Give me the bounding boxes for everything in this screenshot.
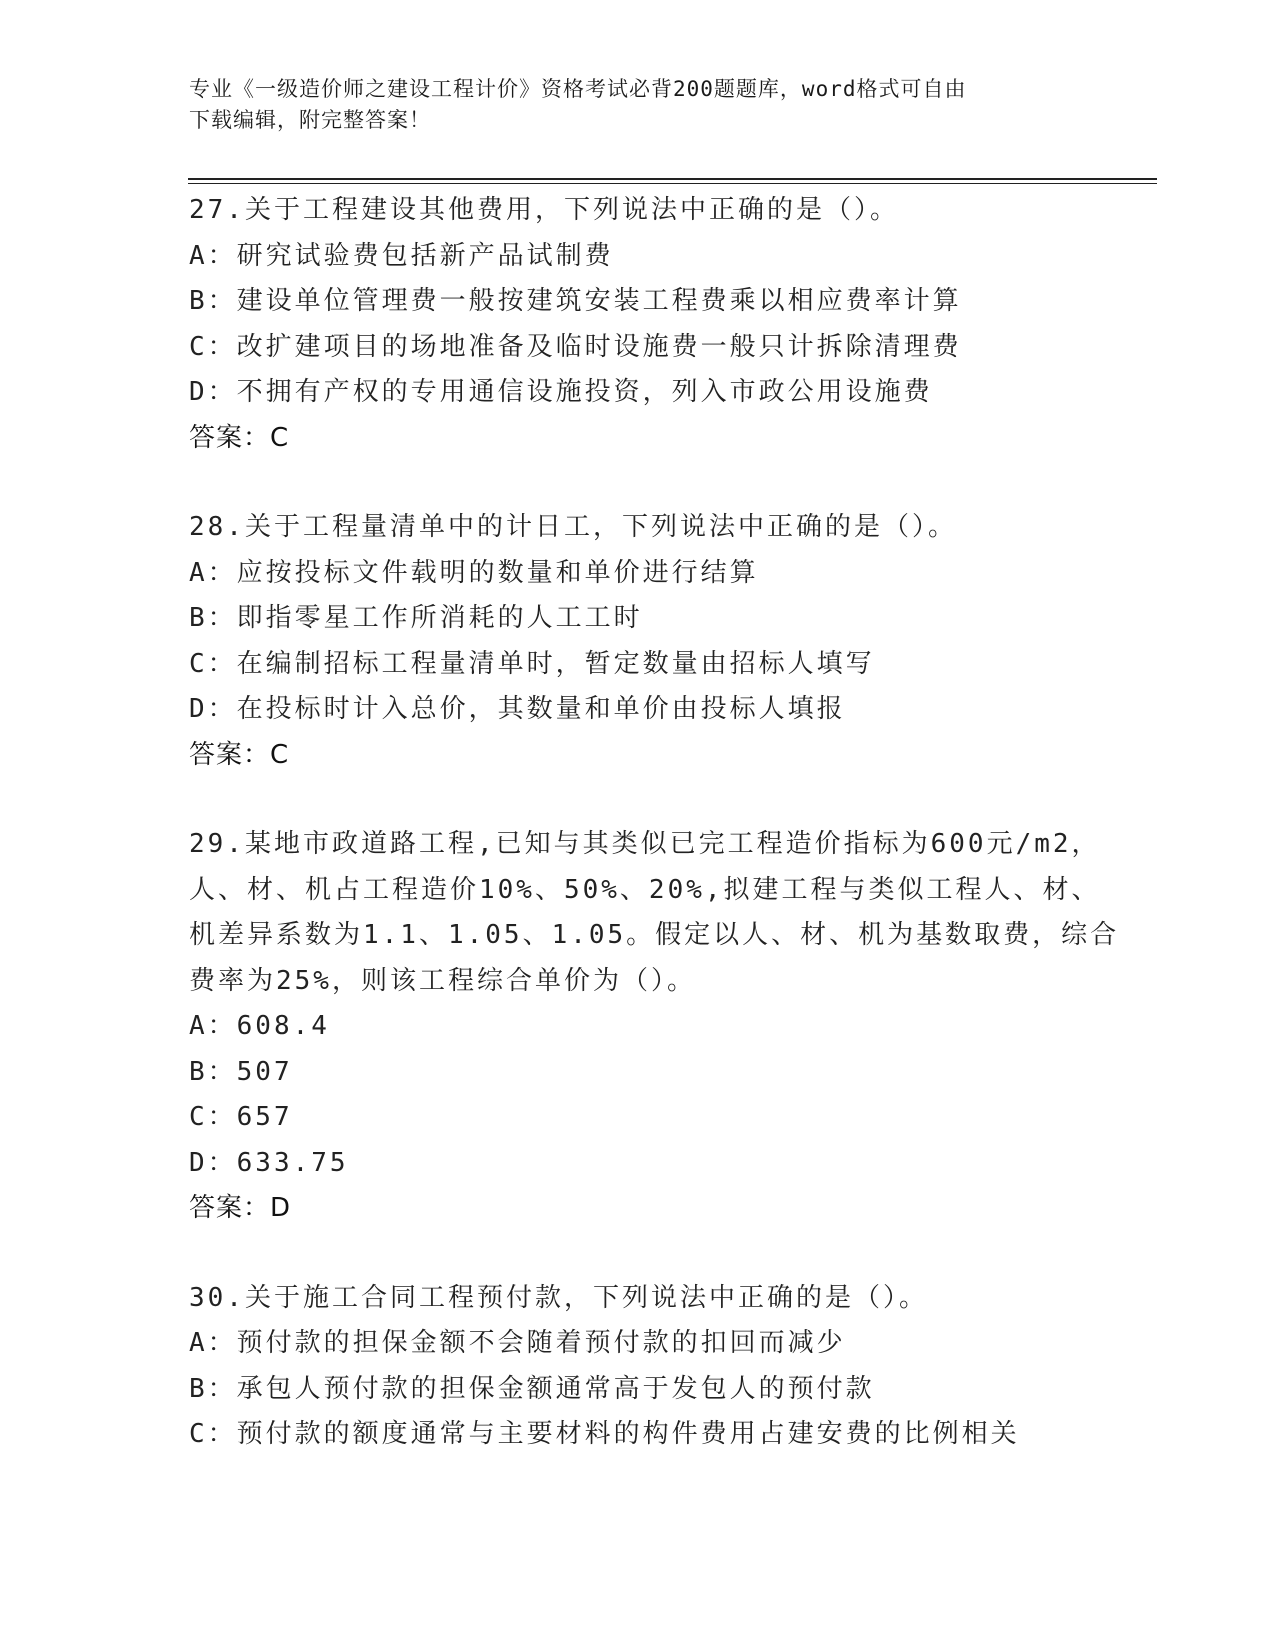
- header-divider-thin: [188, 183, 1157, 184]
- answer-label: 答案：C: [189, 739, 290, 770]
- question-list: [189, 188, 1120, 1502]
- question-30: [189, 1276, 1109, 1458]
- question-stem-line-1: 29.某地市政道路工程,已知与其类似已完工程造价指标为600元/m2，: [189, 829, 1101, 859]
- option-b: B：承包人预付款的担保金额通常高于发包人的预付款: [189, 1373, 875, 1404]
- answer-label: 答案：C: [189, 422, 290, 453]
- option-a: A：研究试验费包括新产品试制费: [189, 240, 614, 271]
- question-28: [189, 505, 1109, 778]
- question-stem-line-3: 机差异系数为1.1、1.05、1.05。假定以人、材、机为基数取费，综合: [189, 920, 1120, 950]
- answer-label: 答案：D: [189, 1193, 292, 1223]
- question-27: [189, 188, 1109, 461]
- option-d: D：633.75: [189, 1147, 349, 1178]
- option-a: A：应按投标文件载明的数量和单价进行结算: [189, 557, 759, 588]
- option-b: B：建设单位管理费一般按建筑安装工程费乘以相应费率计算: [189, 286, 962, 316]
- option-d: D：在投标时计入总价，其数量和单价由投标人填报: [189, 694, 846, 724]
- option-b: B：507: [189, 1056, 293, 1087]
- option-a: A：预付款的担保金额不会随着预付款的扣回而减少: [189, 1328, 846, 1358]
- document-header: [189, 74, 1089, 136]
- question-stem: 28.关于工程量清单中的计日工，下列说法中正确的是（）。: [189, 512, 957, 542]
- question-stem: 30.关于施工合同工程预付款，下列说法中正确的是（）。: [189, 1282, 928, 1313]
- header-line-2: 下载编辑，附完整答案！: [189, 108, 431, 132]
- option-a: A：608.4: [189, 1011, 330, 1041]
- option-c: C：在编制招标工程量清单时，暂定数量由招标人填写: [189, 648, 875, 679]
- header-divider-thick: [188, 178, 1157, 180]
- question-stem-line-4: 费率为25%，则该工程综合单价为（）。: [189, 965, 696, 996]
- option-c: C：改扩建项目的场地准备及临时设施费一般只计拆除清理费: [189, 331, 962, 362]
- option-c: C：预付款的额度通常与主要材料的构件费用占建安费的比例相关: [189, 1419, 1020, 1449]
- option-c: C：657: [189, 1102, 293, 1132]
- option-b: B：即指零星工作所消耗的人工工时: [189, 603, 643, 633]
- question-29: [189, 822, 1120, 1232]
- header-line-1: 专业《一级造价师之建设工程计价》资格考试必背200题题库，word格式可自由: [189, 77, 967, 101]
- option-d: D：不拥有产权的专用通信设施投资，列入市政公用设施费: [189, 377, 933, 407]
- question-stem-line-2: 人、材、机占工程造价10%、50%、20%,拟建工程与类似工程人、材、: [189, 874, 1101, 905]
- question-stem: 27.关于工程建设其他费用，下列说法中正确的是（）。: [189, 195, 899, 225]
